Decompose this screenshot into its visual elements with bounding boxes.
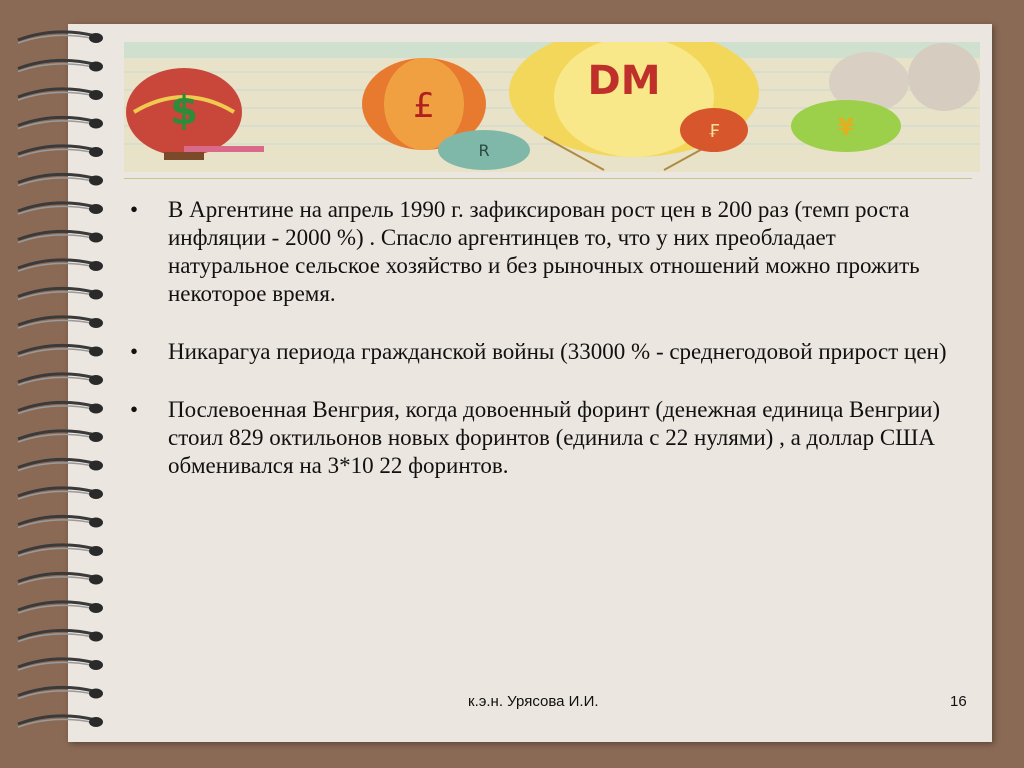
pound-symbol: £	[413, 86, 435, 126]
spiral-coil	[18, 516, 103, 527]
footer-author: к.э.н. Урясова И.И.	[468, 693, 599, 710]
bullet-list	[130, 196, 960, 510]
spiral-binding	[0, 22, 120, 742]
spiral-coil	[18, 459, 103, 470]
page-number: 16	[950, 693, 967, 710]
franc-balloon	[680, 108, 748, 152]
spiral-coil	[18, 630, 103, 641]
spiral-coil	[18, 60, 103, 71]
rand-balloon	[438, 130, 530, 170]
bullet-marker: •	[130, 197, 139, 222]
yen-symbol: ¥	[837, 113, 855, 141]
spiral-coil	[18, 260, 103, 271]
list-item-text: В Аргентине на апрель 1990 г. зафиксирован рост цен в 200 раз (темп роста инфляции - 2000 %) . Спасло аргентинцев то, что у них преобладает натуральное сельское хозяйство и без рыночных отношений можно прожить некоторое время.	[168, 197, 920, 306]
list-item	[130, 338, 960, 366]
rand-symbol: R	[478, 141, 490, 160]
spiral-coil	[18, 32, 103, 43]
dm-symbol: DM	[587, 58, 661, 104]
dollar-symbol: $	[170, 88, 198, 134]
franc-symbol: ₣	[708, 121, 720, 142]
spiral-coil	[18, 288, 103, 299]
spiral-coil	[18, 602, 103, 613]
spiral-coil	[18, 146, 103, 157]
balloons-banner-image	[124, 42, 980, 172]
spiral-coil	[18, 89, 103, 100]
spiral-coil	[18, 374, 103, 385]
spiral-coil	[18, 431, 103, 442]
spiral-coil	[18, 545, 103, 556]
bullet-marker: •	[130, 339, 139, 364]
spiral-coil	[18, 317, 103, 328]
spiral-coil	[18, 231, 103, 242]
spiral-coil	[18, 716, 103, 727]
list-item	[130, 396, 960, 480]
spiral-coil	[18, 174, 103, 185]
spiral-coil	[18, 345, 103, 356]
list-item-text: Послевоенная Венгрия, когда довоенный форинт (денежная единица Венгрии) стоил 829 октильонов новых форинтов (единила с 22 нулями) , а доллар США обменивался на 3*10 22 форинтов.	[168, 397, 941, 478]
divider-line	[124, 178, 972, 179]
bullet-marker: •	[130, 397, 139, 422]
spiral-coil	[18, 488, 103, 499]
list-item	[130, 196, 960, 308]
spiral-coil	[18, 203, 103, 214]
yen-balloon	[791, 100, 901, 152]
spiral-coil	[18, 573, 103, 584]
spiral-coil	[18, 402, 103, 413]
spiral-coil	[18, 687, 103, 698]
spiral-coil	[18, 117, 103, 128]
list-item-text: Никарагуа периода гражданской войны (33000 % - среднегодовой прирост цен)	[168, 339, 947, 364]
spiral-coil	[18, 659, 103, 670]
